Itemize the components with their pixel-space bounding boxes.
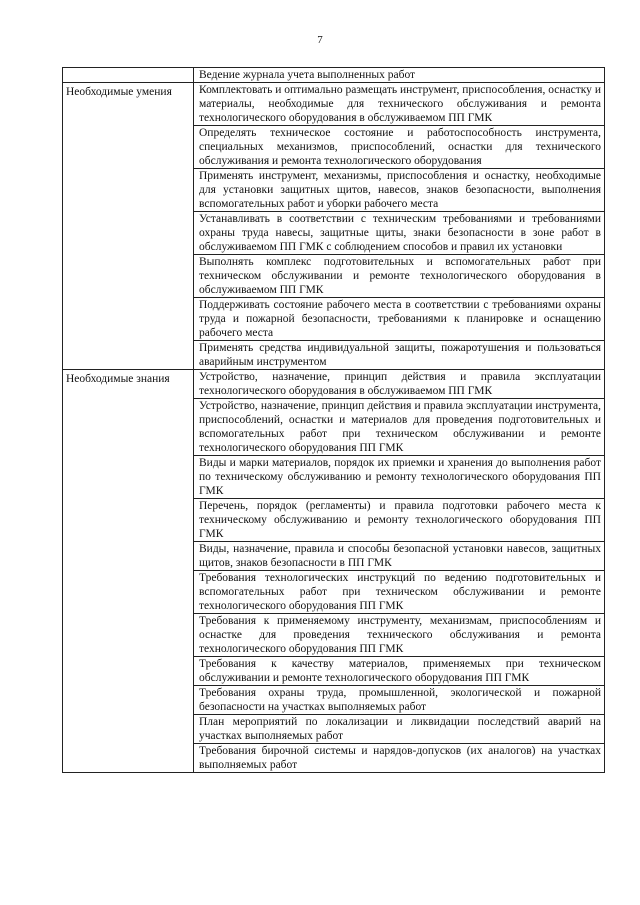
requirement-item: Виды и марки материалов, порядок их приемки и хранения до выполнения работ по техническому обслуживанию и ремонту технологического оборудования ПП ГМК <box>194 456 605 499</box>
table-row <box>63 83 605 126</box>
section-label <box>63 68 194 83</box>
requirement-item: Требования технологических инструкций по ведению подготовительных и вспомогательных работ при техническом обслуживании и ремонте технологического оборудования ПП ГМК <box>194 571 605 614</box>
requirement-item: Определять техническое состояние и работоспособность инструмента, специальных механизмов, приспособлений, оснастки для технического обслуживания и ремонта технологического оборудования <box>194 126 605 169</box>
requirement-item: Устройство, назначение, принцип действия и правила эксплуатации технологического оборудования в обслуживаемом ПП ГМК <box>194 370 605 399</box>
requirement-item: План мероприятий по локализации и ликвидации последствий аварий на участках выполняемых работ <box>194 715 605 744</box>
table-row <box>63 68 605 83</box>
requirement-item: Требования охраны труда, промышленной, экологической и пожарной безопасности на участках выполняемых работ <box>194 686 605 715</box>
requirement-item: Устройство, назначение, принцип действия и правила эксплуатации инструмента, приспособлений, оснастки и материалов для проведения подготовительных и вспомогательных работ при техническом обслуживании и ремонте технологического оборудования ПП ГМК <box>194 399 605 456</box>
page-number: 7 <box>317 34 323 46</box>
table-row <box>63 370 605 399</box>
requirement-item: Поддерживать состояние рабочего места в соответствии с требованиями охраны труда и пожарной безопасности, требованиями к планировке и оснащению рабочего места <box>194 298 605 341</box>
requirement-item: Виды, назначение, правила и способы безопасной установки навесов, защитных щитов, знаков безопасности в ПП ГМК <box>194 542 605 571</box>
requirement-item: Ведение журнала учета выполненных работ <box>194 68 605 83</box>
requirement-item: Требования к качеству материалов, применяемых при техническом обслуживании и ремонте технологического оборудования ПП ГМК <box>194 657 605 686</box>
requirement-item: Комплектовать и оптимально размещать инструмент, приспособления, оснастку и материалы, необходимые для технического обслуживания и ремонта технологического оборудования в обслуживаемом ПП ГМК <box>194 83 605 126</box>
requirement-item: Перечень, порядок (регламенты) и правила подготовки рабочего места к техническому обслуживанию и ремонту технологического оборудования ПП ГМК <box>194 499 605 542</box>
requirement-item: Выполнять комплекс подготовительных и вспомогательных работ при техническом обслуживании и ремонте технологического оборудования в обслуживаемом ПП ГМК <box>194 255 605 298</box>
section-label: Необходимые знания <box>63 370 194 773</box>
section-label: Необходимые умения <box>63 83 194 370</box>
requirement-item: Требования бирочной системы и нарядов-допусков (их аналогов) на участках выполняемых работ <box>194 744 605 773</box>
requirement-item: Требования к применяемому инструменту, механизмам, приспособлениям и оснастке для проведения технического обслуживания и ремонта технологического оборудования ПП ГМК <box>194 614 605 657</box>
requirement-item: Устанавливать в соответствии с техническим требованиями и требованиями охраны труда навесы, защитные щиты, знаки безопасности в зоне работ в обслуживаемом ПП ГМК с соблюдением способов и правил их установки <box>194 212 605 255</box>
requirement-item: Применять инструмент, механизмы, приспособления и оснастку, необходимые для установки защитных щитов, навесов, знаков безопасности, выполнения вспомогательных работ и уборки рабочего места <box>194 169 605 212</box>
competency-table <box>62 67 605 773</box>
requirement-item: Применять средства индивидуальной защиты, пожаротушения и пользоваться аварийным инструментом <box>194 341 605 370</box>
